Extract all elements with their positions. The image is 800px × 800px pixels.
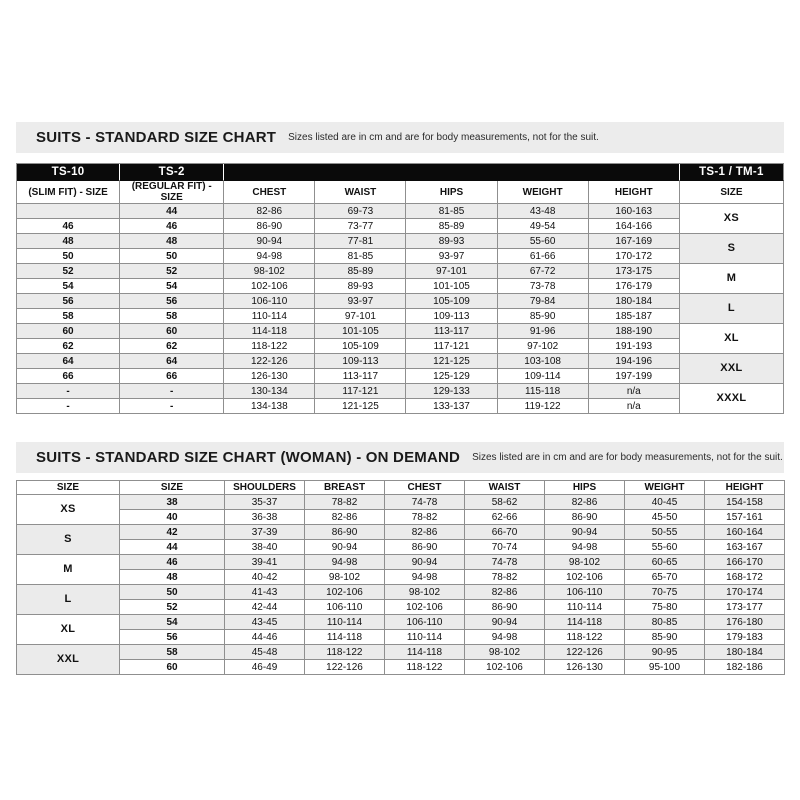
data-cell: 160-164 <box>705 525 785 540</box>
data-cell: 60 <box>17 324 120 339</box>
data-cell: 89-93 <box>315 279 406 294</box>
data-cell: 101-105 <box>315 324 406 339</box>
data-cell: 122-126 <box>224 354 315 369</box>
size-group-cell: XS <box>17 495 120 525</box>
header-ts10: TS-10 <box>17 164 120 181</box>
data-cell: 58 <box>120 309 224 324</box>
data-cell: 70-75 <box>625 585 705 600</box>
men-header-sub-row <box>17 181 784 204</box>
data-cell: 170-174 <box>705 585 785 600</box>
data-cell: 93-97 <box>406 249 497 264</box>
data-cell: 74-78 <box>465 555 545 570</box>
men-header-top-row <box>17 164 784 181</box>
women-chart-subtitle: Sizes listed are in cm and are for body measurements, not for the suit. <box>472 452 783 463</box>
data-cell: 93-97 <box>315 294 406 309</box>
column-header: HEIGHT <box>589 181 680 204</box>
data-cell: 78-82 <box>305 495 385 510</box>
data-cell: 176-180 <box>705 615 785 630</box>
column-header: HEIGHT <box>705 481 785 495</box>
data-cell: 110-114 <box>224 309 315 324</box>
table-row <box>17 660 785 675</box>
size-chart-content <box>16 122 784 675</box>
data-cell: 102-106 <box>465 660 545 675</box>
data-cell: 81-85 <box>406 204 497 219</box>
table-row <box>17 279 784 294</box>
data-cell: 62 <box>17 339 120 354</box>
data-cell: 82-86 <box>545 495 625 510</box>
size-group-cell: XL <box>17 615 120 645</box>
table-row <box>17 309 784 324</box>
data-cell: 130-134 <box>224 384 315 399</box>
table-row <box>17 555 785 570</box>
data-cell: 102-106 <box>545 570 625 585</box>
data-cell: - <box>17 399 120 414</box>
table-row <box>17 570 785 585</box>
column-header: CHEST <box>385 481 465 495</box>
women-table-header <box>17 481 785 495</box>
data-cell: 113-117 <box>315 369 406 384</box>
data-cell: 94-98 <box>385 570 465 585</box>
table-row <box>17 510 785 525</box>
data-cell: 48 <box>17 234 120 249</box>
data-cell: 94-98 <box>305 555 385 570</box>
data-cell: 86-90 <box>545 510 625 525</box>
data-cell: 118-122 <box>385 660 465 675</box>
women-header-row <box>17 481 785 495</box>
column-header: HIPS <box>545 481 625 495</box>
data-cell: 98-102 <box>305 570 385 585</box>
table-row <box>17 324 784 339</box>
data-cell: 50 <box>17 249 120 264</box>
table-row <box>17 615 785 630</box>
column-header: WEIGHT <box>498 181 589 204</box>
data-cell: 60-65 <box>625 555 705 570</box>
data-cell: 46-49 <box>225 660 305 675</box>
table-row <box>17 399 784 414</box>
data-cell: 38 <box>120 495 225 510</box>
data-cell: 49-54 <box>498 219 589 234</box>
data-cell: 106-110 <box>305 600 385 615</box>
data-cell: 114-118 <box>385 645 465 660</box>
data-cell: 182-186 <box>705 660 785 675</box>
column-header: WAIST <box>315 181 406 204</box>
data-cell: 94-98 <box>465 630 545 645</box>
column-header: (REGULAR FIT) - SIZE <box>120 181 224 204</box>
table-row <box>17 600 785 615</box>
data-cell: 79-84 <box>498 294 589 309</box>
table-row <box>17 585 785 600</box>
table-row <box>17 294 784 309</box>
data-cell: 45-50 <box>625 510 705 525</box>
column-header: SIZE <box>17 481 120 495</box>
data-cell: 95-100 <box>625 660 705 675</box>
data-cell: 94-98 <box>224 249 315 264</box>
men-chart-title-bar <box>16 122 784 153</box>
data-cell: 106-110 <box>385 615 465 630</box>
data-cell: 122-126 <box>545 645 625 660</box>
data-cell: 40-42 <box>225 570 305 585</box>
size-group-cell: XXXL <box>680 384 784 414</box>
data-cell: 110-114 <box>545 600 625 615</box>
women-table-body <box>17 495 785 675</box>
data-cell: 90-94 <box>305 540 385 555</box>
data-cell: 106-110 <box>224 294 315 309</box>
data-cell: 103-108 <box>498 354 589 369</box>
data-cell: 97-101 <box>406 264 497 279</box>
data-cell: 160-163 <box>589 204 680 219</box>
data-cell: 82-86 <box>465 585 545 600</box>
column-header: SHOULDERS <box>225 481 305 495</box>
data-cell: 115-118 <box>498 384 589 399</box>
column-header: SIZE <box>120 481 225 495</box>
data-cell: 48 <box>120 234 224 249</box>
data-cell: 58 <box>120 645 225 660</box>
data-cell: 37-39 <box>225 525 305 540</box>
data-cell: 122-126 <box>305 660 385 675</box>
data-cell: 197-199 <box>589 369 680 384</box>
data-cell: 36-38 <box>225 510 305 525</box>
data-cell: 82-86 <box>224 204 315 219</box>
data-cell: 56 <box>120 294 224 309</box>
data-cell: 90-94 <box>224 234 315 249</box>
data-cell: 97-101 <box>315 309 406 324</box>
data-cell: 90-94 <box>385 555 465 570</box>
table-row <box>17 525 785 540</box>
table-row <box>17 249 784 264</box>
data-cell: 58 <box>17 309 120 324</box>
column-header: HIPS <box>406 181 497 204</box>
men-table-body <box>17 204 784 414</box>
data-cell: 73-77 <box>315 219 406 234</box>
data-cell: 133-137 <box>406 399 497 414</box>
data-cell: 70-74 <box>465 540 545 555</box>
data-cell: 46 <box>17 219 120 234</box>
data-cell: 40-45 <box>625 495 705 510</box>
data-cell: 110-114 <box>385 630 465 645</box>
table-row <box>17 540 785 555</box>
data-cell: 50 <box>120 249 224 264</box>
data-cell: 117-121 <box>315 384 406 399</box>
data-cell: 94-98 <box>545 540 625 555</box>
data-cell: 85-89 <box>315 264 406 279</box>
size-group-cell: S <box>680 234 784 264</box>
men-table-header <box>17 164 784 204</box>
data-cell: 157-161 <box>705 510 785 525</box>
data-cell: 66 <box>17 369 120 384</box>
data-cell: 126-130 <box>545 660 625 675</box>
data-cell: 64 <box>120 354 224 369</box>
data-cell: 46 <box>120 555 225 570</box>
data-cell: 80-85 <box>625 615 705 630</box>
data-cell: 194-196 <box>589 354 680 369</box>
data-cell: 85-89 <box>406 219 497 234</box>
men-chart-title: SUITS - STANDARD SIZE CHART <box>36 129 277 146</box>
data-cell: 188-190 <box>589 324 680 339</box>
data-cell: 176-179 <box>589 279 680 294</box>
data-cell: 66-70 <box>465 525 545 540</box>
data-cell: 167-169 <box>589 234 680 249</box>
data-cell: 91-96 <box>498 324 589 339</box>
data-cell: 54 <box>120 615 225 630</box>
data-cell: 48 <box>120 570 225 585</box>
data-cell: 118-122 <box>305 645 385 660</box>
header-middle-band <box>224 164 680 181</box>
data-cell: 125-129 <box>406 369 497 384</box>
data-cell: 45-48 <box>225 645 305 660</box>
men-chart-subtitle: Sizes listed are in cm and are for body measurements, not for the suit. <box>288 132 599 143</box>
data-cell: 90-94 <box>545 525 625 540</box>
women-chart-title-bar <box>16 442 784 473</box>
data-cell: 117-121 <box>406 339 497 354</box>
column-header: WEIGHT <box>625 481 705 495</box>
data-cell: 86-90 <box>224 219 315 234</box>
data-cell: 173-175 <box>589 264 680 279</box>
data-cell: 98-102 <box>465 645 545 660</box>
data-cell: 90-95 <box>625 645 705 660</box>
women-chart-title: SUITS - STANDARD SIZE CHART (WOMAN) - ON DEMAND <box>36 449 461 466</box>
table-row <box>17 645 785 660</box>
data-cell: 86-90 <box>385 540 465 555</box>
data-cell: n/a <box>589 384 680 399</box>
data-cell: 102-106 <box>385 600 465 615</box>
data-cell: 42 <box>120 525 225 540</box>
column-header: SIZE <box>680 181 784 204</box>
data-cell: 113-117 <box>406 324 497 339</box>
data-cell: 78-82 <box>465 570 545 585</box>
table-row <box>17 354 784 369</box>
data-cell: 98-102 <box>385 585 465 600</box>
data-cell: 54 <box>120 279 224 294</box>
table-row <box>17 630 785 645</box>
data-cell: 50 <box>120 585 225 600</box>
data-cell: 179-183 <box>705 630 785 645</box>
data-cell: 85-90 <box>625 630 705 645</box>
column-header: (SLIM FIT) - SIZE <box>17 181 120 204</box>
data-cell: 106-110 <box>545 585 625 600</box>
table-row <box>17 384 784 399</box>
data-cell: 52 <box>17 264 120 279</box>
data-cell: 109-114 <box>498 369 589 384</box>
men-size-table <box>16 163 784 414</box>
data-cell: 56 <box>17 294 120 309</box>
size-group-cell: XL <box>680 324 784 354</box>
data-cell: 74-78 <box>385 495 465 510</box>
data-cell: 90-94 <box>465 615 545 630</box>
data-cell: 66 <box>120 369 224 384</box>
data-cell: 54 <box>17 279 120 294</box>
women-size-table <box>16 480 785 675</box>
data-cell: 38-40 <box>225 540 305 555</box>
data-cell: 191-193 <box>589 339 680 354</box>
size-group-cell: S <box>17 525 120 555</box>
column-header: BREAST <box>305 481 385 495</box>
data-cell: 60 <box>120 324 224 339</box>
data-cell: 121-125 <box>406 354 497 369</box>
data-cell: 98-102 <box>545 555 625 570</box>
data-cell: - <box>120 399 224 414</box>
data-cell: 86-90 <box>465 600 545 615</box>
data-cell: 118-122 <box>224 339 315 354</box>
data-cell: 44 <box>120 540 225 555</box>
data-cell: 55-60 <box>498 234 589 249</box>
size-group-cell: L <box>17 585 120 615</box>
data-cell: 55-60 <box>625 540 705 555</box>
data-cell: 163-167 <box>705 540 785 555</box>
data-cell: 166-170 <box>705 555 785 570</box>
data-cell: 102-106 <box>224 279 315 294</box>
column-header: CHEST <box>224 181 315 204</box>
data-cell: 65-70 <box>625 570 705 585</box>
data-cell: n/a <box>589 399 680 414</box>
size-group-cell: L <box>680 294 784 324</box>
data-cell: 154-158 <box>705 495 785 510</box>
data-cell: 173-177 <box>705 600 785 615</box>
data-cell: 42-44 <box>225 600 305 615</box>
data-cell: 114-118 <box>224 324 315 339</box>
data-cell: 62-66 <box>465 510 545 525</box>
data-cell: - <box>17 384 120 399</box>
data-cell: 64 <box>17 354 120 369</box>
size-group-cell: XXL <box>680 354 784 384</box>
data-cell: 82-86 <box>305 510 385 525</box>
data-cell: 110-114 <box>305 615 385 630</box>
data-cell: 41-43 <box>225 585 305 600</box>
table-row <box>17 369 784 384</box>
data-cell: 98-102 <box>224 264 315 279</box>
data-cell <box>17 204 120 219</box>
size-group-cell: XXL <box>17 645 120 675</box>
data-cell: 58-62 <box>465 495 545 510</box>
data-cell: - <box>120 384 224 399</box>
table-row <box>17 264 784 279</box>
data-cell: 62 <box>120 339 224 354</box>
table-row <box>17 495 785 510</box>
data-cell: 105-109 <box>315 339 406 354</box>
header-ts1-tm1: TS-1 / TM-1 <box>680 164 784 181</box>
table-row <box>17 204 784 219</box>
size-group-cell: XS <box>680 204 784 234</box>
data-cell: 46 <box>120 219 224 234</box>
data-cell: 105-109 <box>406 294 497 309</box>
data-cell: 102-106 <box>305 585 385 600</box>
data-cell: 43-48 <box>498 204 589 219</box>
data-cell: 60 <box>120 660 225 675</box>
data-cell: 69-73 <box>315 204 406 219</box>
data-cell: 75-80 <box>625 600 705 615</box>
data-cell: 114-118 <box>305 630 385 645</box>
data-cell: 52 <box>120 600 225 615</box>
header-ts2: TS-2 <box>120 164 224 181</box>
data-cell: 180-184 <box>589 294 680 309</box>
men-chart-section <box>16 122 784 414</box>
data-cell: 44 <box>120 204 224 219</box>
data-cell: 56 <box>120 630 225 645</box>
data-cell: 89-93 <box>406 234 497 249</box>
size-group-cell: M <box>17 555 120 585</box>
size-group-cell: M <box>680 264 784 294</box>
data-cell: 39-41 <box>225 555 305 570</box>
data-cell: 164-166 <box>589 219 680 234</box>
data-cell: 61-66 <box>498 249 589 264</box>
data-cell: 52 <box>120 264 224 279</box>
data-cell: 109-113 <box>315 354 406 369</box>
table-row <box>17 234 784 249</box>
data-cell: 81-85 <box>315 249 406 264</box>
data-cell: 126-130 <box>224 369 315 384</box>
data-cell: 134-138 <box>224 399 315 414</box>
data-cell: 73-78 <box>498 279 589 294</box>
data-cell: 44-46 <box>225 630 305 645</box>
data-cell: 35-37 <box>225 495 305 510</box>
women-chart-section <box>16 442 784 675</box>
data-cell: 180-184 <box>705 645 785 660</box>
data-cell: 170-172 <box>589 249 680 264</box>
data-cell: 77-81 <box>315 234 406 249</box>
data-cell: 82-86 <box>385 525 465 540</box>
data-cell: 121-125 <box>315 399 406 414</box>
data-cell: 50-55 <box>625 525 705 540</box>
data-cell: 78-82 <box>385 510 465 525</box>
data-cell: 101-105 <box>406 279 497 294</box>
table-row <box>17 339 784 354</box>
data-cell: 86-90 <box>305 525 385 540</box>
data-cell: 67-72 <box>498 264 589 279</box>
data-cell: 168-172 <box>705 570 785 585</box>
data-cell: 118-122 <box>545 630 625 645</box>
data-cell: 40 <box>120 510 225 525</box>
table-row <box>17 219 784 234</box>
column-header: WAIST <box>465 481 545 495</box>
data-cell: 119-122 <box>498 399 589 414</box>
data-cell: 114-118 <box>545 615 625 630</box>
data-cell: 85-90 <box>498 309 589 324</box>
data-cell: 109-113 <box>406 309 497 324</box>
data-cell: 97-102 <box>498 339 589 354</box>
data-cell: 185-187 <box>589 309 680 324</box>
data-cell: 129-133 <box>406 384 497 399</box>
data-cell: 43-45 <box>225 615 305 630</box>
